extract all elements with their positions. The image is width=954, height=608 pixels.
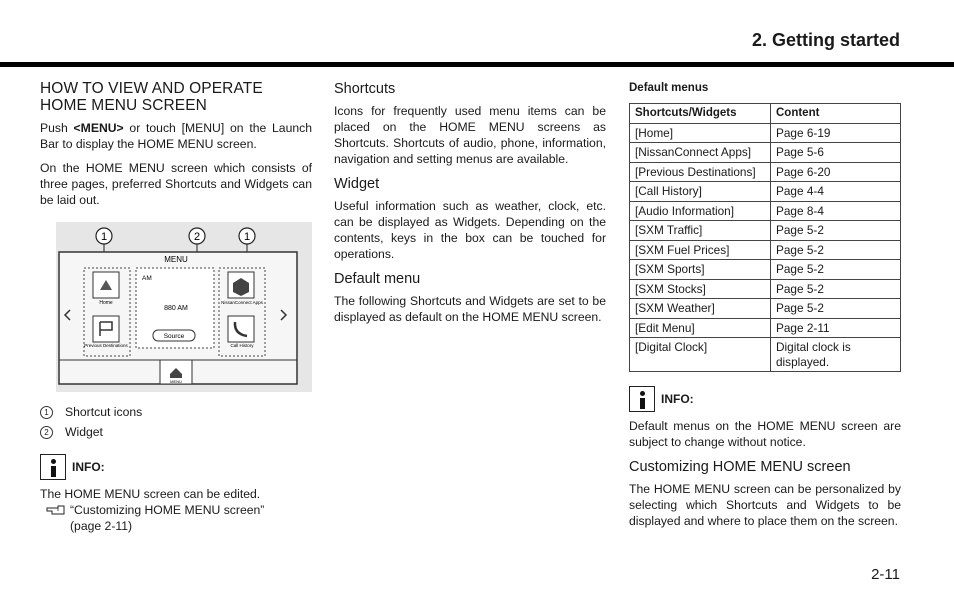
shortcuts-text: Icons for frequently used menu items can be placed on the HOME MENU screens as Shortcuts. Shortcuts of audio, phone, information, navigation and setting menus are available. bbox=[334, 104, 606, 166]
table-row bbox=[630, 143, 901, 163]
callout-1-left-label: 1 bbox=[100, 231, 108, 243]
paragraph-push-menu bbox=[40, 120, 312, 152]
callout-1-right-label: 1 bbox=[243, 231, 251, 243]
source-button-label: Source bbox=[163, 333, 185, 340]
info-icon bbox=[40, 454, 66, 480]
table-cell: [SXM Sports] bbox=[630, 260, 771, 280]
column-left bbox=[40, 80, 312, 534]
table-cell: [Edit Menu] bbox=[630, 318, 771, 338]
table-cell: Page 5-2 bbox=[771, 221, 901, 241]
table-cell: [Home] bbox=[630, 123, 771, 143]
info-label: INFO: bbox=[72, 460, 105, 474]
table-cell: Digital clock is displayed. bbox=[771, 338, 901, 372]
legend-number: 1 bbox=[40, 406, 53, 419]
table-cell: Page 8-4 bbox=[771, 201, 901, 221]
column-middle bbox=[334, 80, 606, 333]
table-row bbox=[630, 221, 901, 241]
table-cell: Page 4-4 bbox=[771, 182, 901, 202]
table-row bbox=[630, 260, 901, 280]
table-cell: [Digital Clock] bbox=[630, 338, 771, 372]
reference-page: (page 2-11) bbox=[70, 519, 133, 533]
call-history-label: Call History bbox=[230, 343, 254, 348]
table-cell: [SXM Traffic] bbox=[630, 221, 771, 241]
home-shortcut-label: Home bbox=[99, 300, 113, 306]
table-cell: [Call History] bbox=[630, 182, 771, 202]
table-cell: Page 5-2 bbox=[771, 299, 901, 319]
table-row bbox=[630, 338, 901, 372]
pointing-hand-icon bbox=[46, 503, 66, 517]
table-cell: [SXM Stocks] bbox=[630, 279, 771, 299]
default-menus-table bbox=[629, 103, 901, 372]
page-number: 2-11 bbox=[871, 566, 900, 583]
info-label: INFO: bbox=[661, 392, 694, 406]
shortcuts-heading: Shortcuts bbox=[334, 81, 396, 97]
customizing-text: The HOME MENU screen can be personalized by selecting which Shortcuts and Widgets to be displayed and where to place them on the screen. bbox=[629, 482, 901, 528]
screen-title: MENU bbox=[164, 255, 188, 264]
table-row bbox=[630, 201, 901, 221]
table-cell: Page 2-11 bbox=[771, 318, 901, 338]
table-cell: [NissanConnect Apps] bbox=[630, 143, 771, 163]
default-menu-heading: Default menu bbox=[334, 271, 421, 287]
menu-key-figure-label: MENU bbox=[170, 379, 182, 384]
home-menu-screen-figure bbox=[56, 222, 312, 392]
table-cell: [Previous Destinations] bbox=[630, 162, 771, 182]
paragraph-home-menu: On the HOME MENU screen which consists of three pages, preferred Shortcuts and Widgets can be laid out. bbox=[40, 161, 312, 207]
nissanconnect-apps-label: NissanConnect Apps bbox=[221, 300, 263, 305]
table-row bbox=[630, 123, 901, 143]
push-text: Push bbox=[40, 121, 74, 135]
previous-destinations-label: Previous Destinations bbox=[84, 343, 128, 348]
table-row bbox=[630, 182, 901, 202]
menu-key-label: <MENU> bbox=[73, 121, 124, 135]
table-cell: Page 6-19 bbox=[771, 123, 901, 143]
callout-2-label: 2 bbox=[193, 231, 201, 243]
reference-title: “Customizing HOME MENU screen” bbox=[70, 503, 265, 517]
info-text: Default menus on the HOME MENU screen are subject to change without notice. bbox=[629, 419, 901, 449]
customizing-heading: Customizing HOME MENU screen bbox=[629, 459, 851, 475]
push-text-rest: or touch [MENU] on the Launch Bar to display the HOME MENU screen. bbox=[40, 121, 313, 151]
table-cell: Page 5-2 bbox=[771, 260, 901, 280]
table-row bbox=[630, 162, 901, 182]
legend-label: Widget bbox=[65, 425, 103, 439]
am-label: AM bbox=[142, 275, 152, 282]
column-right bbox=[629, 80, 901, 537]
table-cell: Page 5-6 bbox=[771, 143, 901, 163]
table-row bbox=[630, 299, 901, 319]
table-title: Default menus bbox=[629, 82, 709, 94]
widget-heading: Widget bbox=[334, 176, 380, 192]
frequency-label: 880 AM bbox=[164, 305, 188, 312]
info-text: The HOME MENU screen can be edited. bbox=[40, 487, 261, 501]
header-rule bbox=[0, 62, 954, 67]
legend-item bbox=[40, 424, 312, 440]
table-row bbox=[630, 240, 901, 260]
legend-number: 2 bbox=[40, 426, 53, 439]
chapter-title: 2. Getting started bbox=[751, 30, 900, 50]
table-row bbox=[630, 279, 901, 299]
table-cell: Page 5-2 bbox=[771, 279, 901, 299]
info-icon bbox=[629, 386, 655, 412]
legend-label: Shortcut icons bbox=[65, 405, 143, 419]
table-header-cell: Shortcuts/Widgets bbox=[630, 104, 771, 124]
default-menu-text: The following Shortcuts and Widgets are set to be displayed as default on the HOME MENU screen. bbox=[334, 294, 606, 324]
legend-item bbox=[40, 404, 312, 420]
section-heading: HOW TO VIEW AND OPERATE HOME MENU SCREEN bbox=[40, 80, 263, 114]
cross-reference bbox=[46, 502, 312, 534]
info-header bbox=[40, 454, 312, 480]
table-cell: [SXM Weather] bbox=[630, 299, 771, 319]
table-row bbox=[630, 318, 901, 338]
table-header-row bbox=[630, 104, 901, 124]
table-cell: Page 6-20 bbox=[771, 162, 901, 182]
table-cell: Page 5-2 bbox=[771, 240, 901, 260]
table-header-cell: Content bbox=[771, 104, 901, 124]
table-cell: [Audio Information] bbox=[630, 201, 771, 221]
widget-text: Useful information such as weather, clock, etc. can be displayed as Widgets. Depending on the contents, keys in the box can be touched for operations. bbox=[334, 199, 606, 261]
info-header bbox=[629, 386, 901, 412]
table-cell: [SXM Fuel Prices] bbox=[630, 240, 771, 260]
